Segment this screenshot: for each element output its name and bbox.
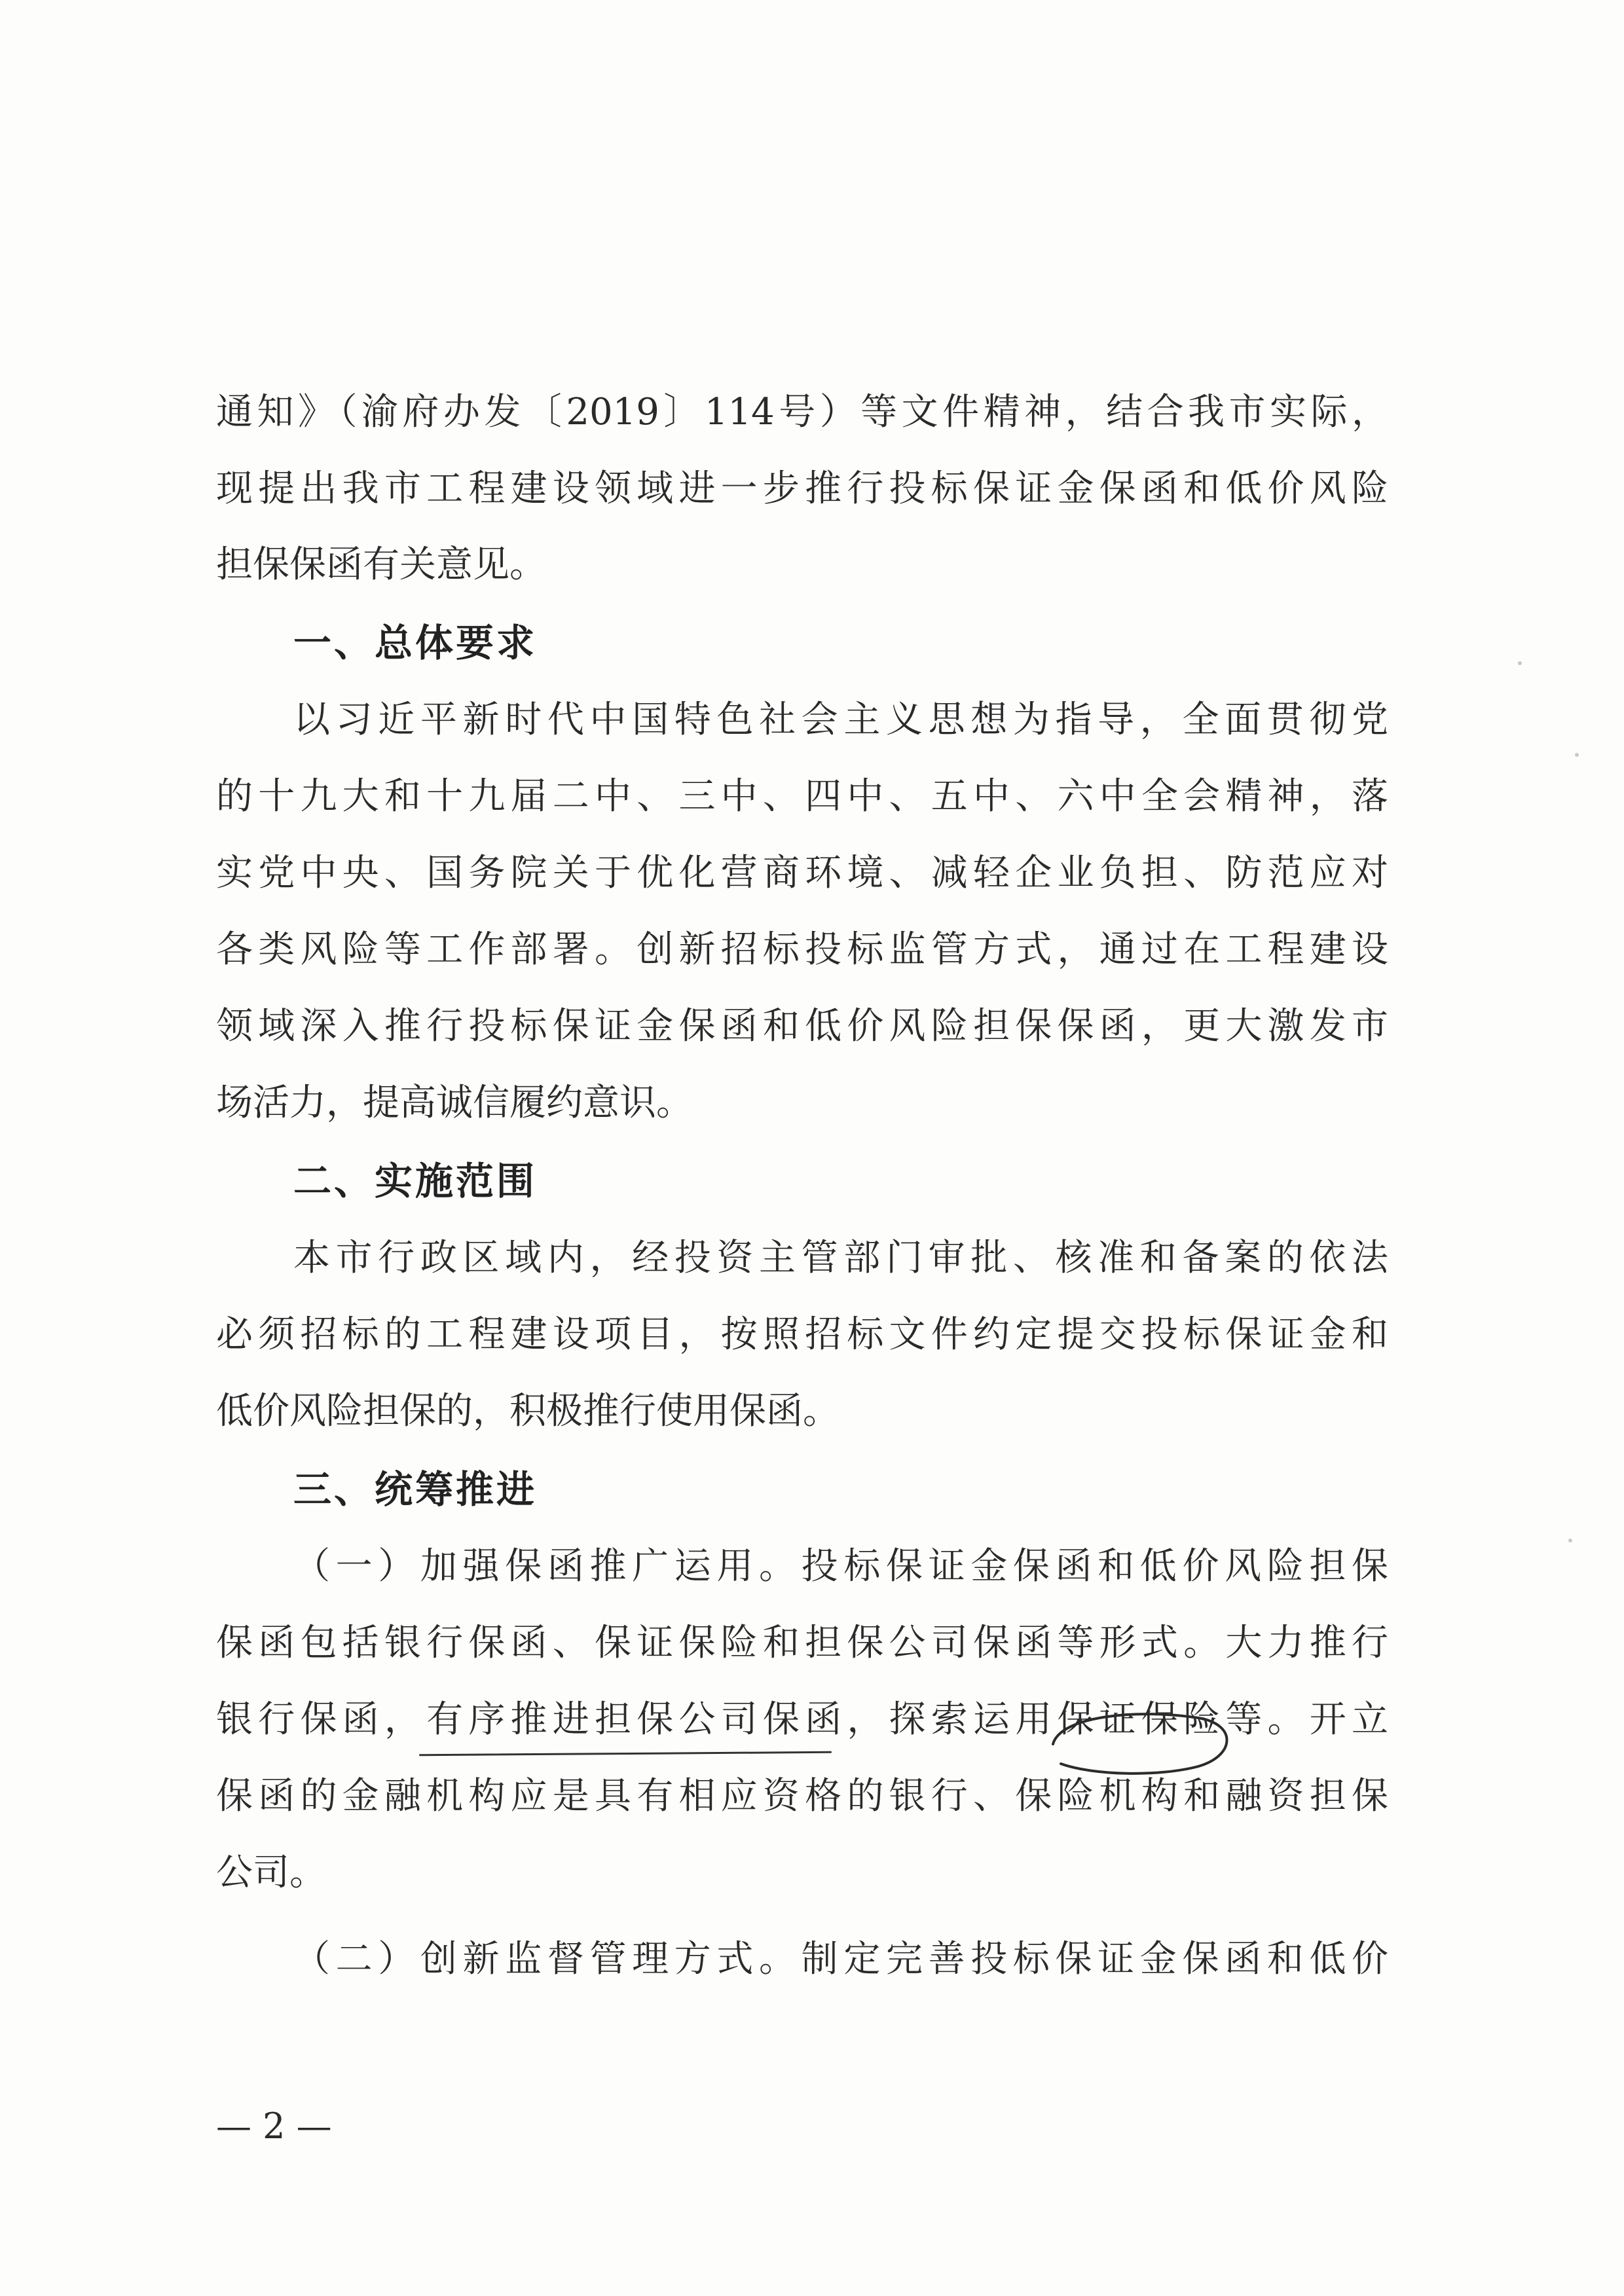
page-number: — 2 —: [216, 2105, 332, 2147]
body-line-12: 低价风险担保的，积极推行使用保函。: [216, 1390, 840, 1432]
scan-speck: [1575, 753, 1579, 757]
section-heading-3: 三、统筹推进: [293, 1467, 538, 1512]
scan-speck: [1518, 661, 1522, 665]
body-line-1: 通知》（渝府办发〔2019〕114号）等文件精神，结合我市实际，: [216, 391, 1388, 433]
section-heading-2: 二、实施范围: [293, 1159, 538, 1203]
body-line-4: 以习近平新时代中国特色社会主义思想为指导，全面贯彻党: [293, 699, 1388, 741]
body-line-2: 现提出我市工程建设领域进一步推行投标保证金保函和低价风险: [216, 467, 1388, 510]
body-line-8: 领域深入推行投标保证金保函和低价风险担保保函，更大激发市: [216, 1005, 1388, 1048]
body-line-13: （一）加强保函推广运用。投标保证金保函和低价风险担保: [293, 1545, 1388, 1588]
body-line-15: 银行保函，有序推进担保公司保函，探索运用保证保险等。开立: [216, 1698, 1388, 1741]
body-line-10: 本市行政区域内，经投资主管部门审批、核准和备案的依法: [293, 1237, 1388, 1279]
body-line-6: 实党中央、国务院关于优化营商环境、减轻企业负担、防范应对: [216, 852, 1388, 894]
body-line-14: 保函包括银行保函、保证保险和担保公司保函等形式。大力推行: [216, 1622, 1388, 1664]
body-line-17: 公司。: [216, 1851, 326, 1894]
handwritten-circle-mark: [1041, 1704, 1238, 1782]
scan-speck: [1568, 1539, 1572, 1542]
handwritten-underline: [419, 1751, 832, 1756]
body-line-18: （二）创新监督管理方式。制定完善投标保证金保函和低价: [293, 1938, 1388, 1980]
section-heading-1: 一、总体要求: [293, 621, 538, 665]
body-line-11: 必须招标的工程建设项目，按照招标文件约定提交投标保证金和: [216, 1313, 1388, 1356]
body-line-9: 场活力，提高诚信履约意识。: [216, 1082, 693, 1124]
body-line-16: 保函的金融机构应是具有相应资格的银行、保险机构和融资担保: [216, 1775, 1388, 1817]
body-line-5: 的十九大和十九届二中、三中、四中、五中、六中全会精神，落: [216, 775, 1388, 818]
body-line-7: 各类风险等工作部署。创新招标投标监管方式，通过在工程建设: [216, 928, 1388, 971]
body-line-3: 担保保函有关意见。: [216, 543, 546, 586]
